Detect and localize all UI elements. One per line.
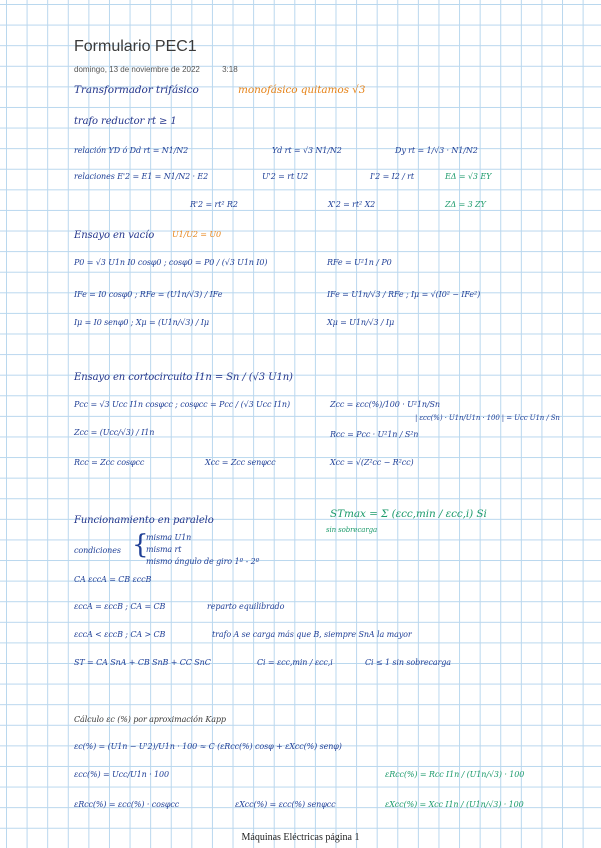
kapp-ec: εc(%) = (U1n − U'2)/U1n · 100 ≈ C (εRcc(%) cosφ + εXcc(%) senφ)	[74, 742, 342, 751]
vacio-note: U1/U2 = U0	[172, 230, 221, 239]
page-date: domingo, 13 de noviembre de 2022	[74, 65, 200, 74]
cc-zcc-eq: Zcc = εcc(%)/100 · U²1n/Sn	[330, 400, 440, 409]
kapp-heading: Cálculo εc (%) por aproximación Kapp	[74, 715, 226, 724]
parallel-sin-sobrecarga: sin sobrecarga	[326, 526, 378, 534]
relation-yd-dd: relación YD ó Dd rt = N1/N2	[74, 146, 189, 155]
monophase-note: monofásico quitamos √3	[238, 84, 366, 96]
relation-edelta: EΔ = √3 EY	[445, 172, 492, 181]
kapp-exc: εXcc(%) = εcc(%) senφcc	[235, 800, 336, 809]
relation-yd: Yd rt = √3 N1/N2	[272, 146, 342, 155]
section-heading-transformer: Transformador trifásico	[74, 84, 199, 96]
parallel-ca-eq: CA εccA = CB εccB	[74, 575, 152, 584]
parallel-heading: Funcionamiento en paralelo	[74, 515, 214, 526]
page-meta	[74, 65, 258, 74]
relation-u2: U'2 = rt U2	[262, 172, 309, 181]
relation-i2: I'2 = I2 / rt	[370, 172, 415, 181]
cc-pcc: Pcc = √3 Ucc I1n cosφcc ; cosφcc = Pcc / (√3 Ucc I1n)	[74, 400, 291, 409]
kapp-exc-right: εXcc(%) = Xcc I1n / (U1n/√3) · 100	[385, 800, 524, 809]
cc-rcc-eq: Rcc = Pcc · U²1n / S²n	[330, 430, 419, 439]
vacio-p0: P0 = √3 U1n I0 cosφ0 ; cosφ0 = P0 / (√3 U1n I0)	[74, 258, 268, 267]
vacio-rfe: RFe = U²1n / P0	[327, 258, 392, 267]
trafo-heading: trafo reductor rt ≥ 1	[74, 116, 177, 127]
page-time: 3:18	[222, 65, 238, 74]
condition-2: misma rt	[146, 545, 182, 554]
vacio-heading: Ensayo en vacío	[74, 230, 155, 241]
cc-zcc-eq2: | εcc(%) · U1n/U1n · 100 | = Ucc U1n / Sn	[415, 414, 560, 422]
parallel-eq1-note: reparto equilibrado	[207, 602, 285, 611]
condition-3: mismo ángulo de giro 1º - 2º	[146, 557, 260, 566]
kapp-erc: εRcc(%) = εcc(%) · cosφcc	[74, 800, 180, 809]
condition-1: misma U1n	[146, 533, 192, 542]
cc-heading: Ensayo en cortocircuito I1n = Sn / (√3 U1n)	[74, 372, 293, 383]
parallel-st: ST = CA SnA + CB SnB + CC SnC	[74, 658, 211, 667]
parallel-eq2-note: trafo A se carga más que B, siempre SnA la mayor	[212, 630, 412, 639]
cc-xcc-eq: Xcc = √(Z²cc − R²cc)	[330, 458, 414, 467]
kapp-erc-right: εRcc(%) = Rcc I1n / (U1n/√3) · 100	[385, 770, 525, 779]
relation-dy: Dy rt = 1/√3 · N1/N2	[395, 146, 478, 155]
relation-zdelta: ZΔ = 3 ZY	[445, 200, 486, 209]
relations-e2: relaciones E'2 = E1 = N1/N2 · E2	[74, 172, 209, 181]
vacio-xmu: Xμ = U1n/√3 / Iμ	[327, 318, 395, 327]
parallel-ci-le: Ci ≤ 1 sin sobrecarga	[365, 658, 451, 667]
parallel-eq2: εccA < εccB ; CA > CB	[74, 630, 166, 639]
relation-r2: R'2 = rt² R2	[190, 200, 238, 209]
parallel-eq1: εccA = εccB ; CA = CB	[74, 602, 166, 611]
parallel-ci: Ci = εcc,min / εcc,i	[257, 658, 333, 667]
conditions-brace: {	[132, 530, 149, 560]
page-footer: Máquinas Eléctricas página 1	[241, 832, 360, 843]
cc-rcc: Rcc = Zcc cosφcc	[74, 458, 145, 467]
page-title: Formulario PEC1	[74, 38, 197, 55]
cc-zcc: Zcc = (Ucc/√3) / I1n	[74, 428, 155, 437]
vacio-imu: Iμ = I0 senφ0 ; Xμ = (U1n/√3) / Iμ	[74, 318, 209, 327]
parallel-smax: STmax = Σ (εcc,min / εcc,i) Si	[330, 508, 487, 520]
conditions-label: condiciones	[74, 546, 121, 555]
kapp-ecc: εcc(%) = Ucc/U1n · 100	[74, 770, 169, 779]
relation-x2: X'2 = rt² X2	[328, 200, 376, 209]
vacio-ife: IFe = I0 cosφ0 ; RFe = (U1n/√3) / IFe	[74, 290, 223, 299]
cc-xcc: Xcc = Zcc senφcc	[205, 458, 276, 467]
vacio-ife-right: IFe = U1n/√3 / RFe ; Iμ = √(I0² − IFe²)	[327, 290, 481, 299]
